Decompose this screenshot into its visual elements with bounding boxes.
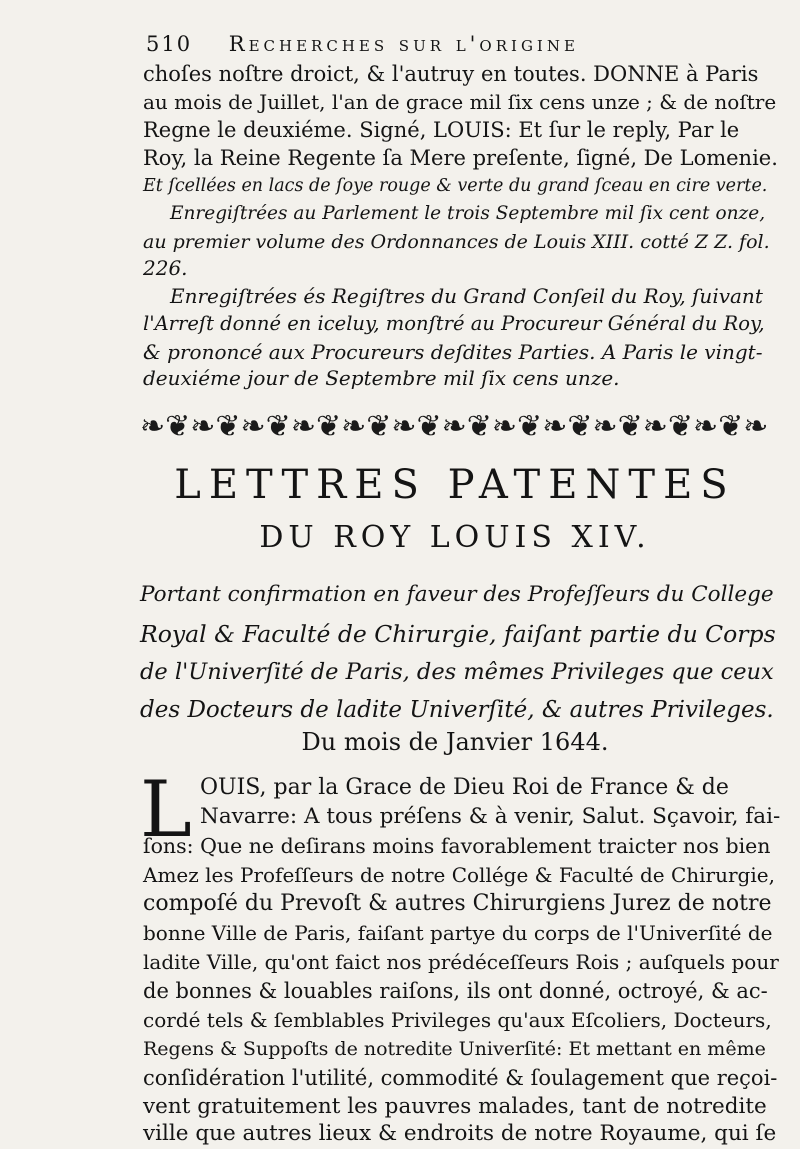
text-line: Enregiſtrées és Regiſtres du Grand Conſeil du Roy, ſuivant — [170, 284, 763, 308]
drop-cap: L — [140, 765, 192, 855]
document-date: Du mois de Janvier 1644. — [301, 728, 609, 756]
text-line: choſes noſtre droict, & l'autruy en toutes. DONNE à Paris — [143, 62, 759, 86]
body-line: cordé tels & ſemblables Privileges qu'aux Eſcoliers, Docteurs, — [143, 1008, 772, 1032]
body-line: ville que autres lieux & endroits de notre Royaume, qui ſe — [143, 1121, 777, 1146]
body-line: Regens & Suppoſts de notredite Univerſité: Et mettant en même — [143, 1038, 766, 1060]
text-line: deuxiéme jour de Septembre mil ſix cens unze. — [143, 366, 620, 390]
text-line: Et ſcellées en lacs de ſoye rouge & verte du grand ſceau en cire verte. — [143, 176, 768, 196]
text-line: l'Arreſt donné en iceluy, monſtré au Procureur Général du Roy, — [143, 312, 765, 335]
text-line: 226. — [143, 256, 188, 280]
text-line: au mois de Juillet, l'an de grace mil ſix cens unze ; & de noſtre — [143, 90, 777, 114]
summary-line: Royal & Faculté de Chirurgie, faiſant partie du Corps — [140, 620, 776, 648]
text-line: au premier volume des Ordonnances de Louis XIII. cotté Z Z. fol. — [143, 231, 770, 253]
document-subtitle-king: DU ROY LOUIS XIV. — [259, 520, 651, 555]
summary-line: des Docteurs de ladite Univerſité, & autres Privileges. — [140, 697, 774, 723]
body-line: conſidération l'utilité, commodité & ſoulagement que reçoi- — [143, 1066, 778, 1090]
body-line: Amez les Profeſſeurs de notre Collége & Faculté de Chirurgie, — [143, 863, 775, 887]
body-line: bonne Ville de Paris, faiſant partye du corps de l'Univerſité de — [143, 921, 773, 945]
text-line: Regne le deuxiéme. Signé, LOUIS: Et ſur le reply, Par le — [143, 118, 740, 142]
decorative-ornament-band: ❧❦❧❦❧❦❧❦❧❦❧❦❧❦❧❦❧❦❧❦❧❦❧❦❧ — [140, 408, 769, 444]
body-line: compoſé du Prevoſt & autres Chirurgiens Jurez de notre — [143, 891, 772, 916]
body-line: ſons: Que ne deſirans moins favorablement traicter nos bien — [143, 834, 771, 858]
summary-line: Portant confirmation en faveur des Profeſſeurs du College — [140, 582, 774, 607]
text-line: Enregiſtrées au Parlement le trois Septembre mil ſix cent onze, — [170, 203, 766, 224]
body-line: OUIS, par la Grace de Dieu Roi de France & de — [200, 775, 729, 800]
text-line: Roy, la Reine Regente ſa Mere preſente, ſigné, De Lomenie. — [143, 146, 778, 170]
body-line: vent gratuitement les pauvres malades, tant de notredite — [143, 1094, 767, 1119]
body-line: ladite Ville, qu'ont faict nos prédéceſſeurs Rois ; auſquels pour — [143, 950, 779, 974]
summary-line: de l'Univerſité de Paris, des mêmes Privileges que ceux — [140, 659, 774, 685]
running-header — [146, 32, 579, 56]
page-number: 510 — [146, 32, 193, 56]
running-title: Recherches sur l'origine — [228, 32, 579, 56]
body-line: Navarre: A tous préſens & à venir, Salut. Sçavoir, fai- — [200, 804, 781, 829]
document-title: LETTRES PATENTES — [174, 462, 736, 508]
text-line: & prononcé aux Procureurs deſdites Parties. A Paris le vingt- — [143, 340, 763, 364]
body-line: de bonnes & louables raiſons, ils ont donné, octroyé, & ac- — [143, 979, 768, 1003]
